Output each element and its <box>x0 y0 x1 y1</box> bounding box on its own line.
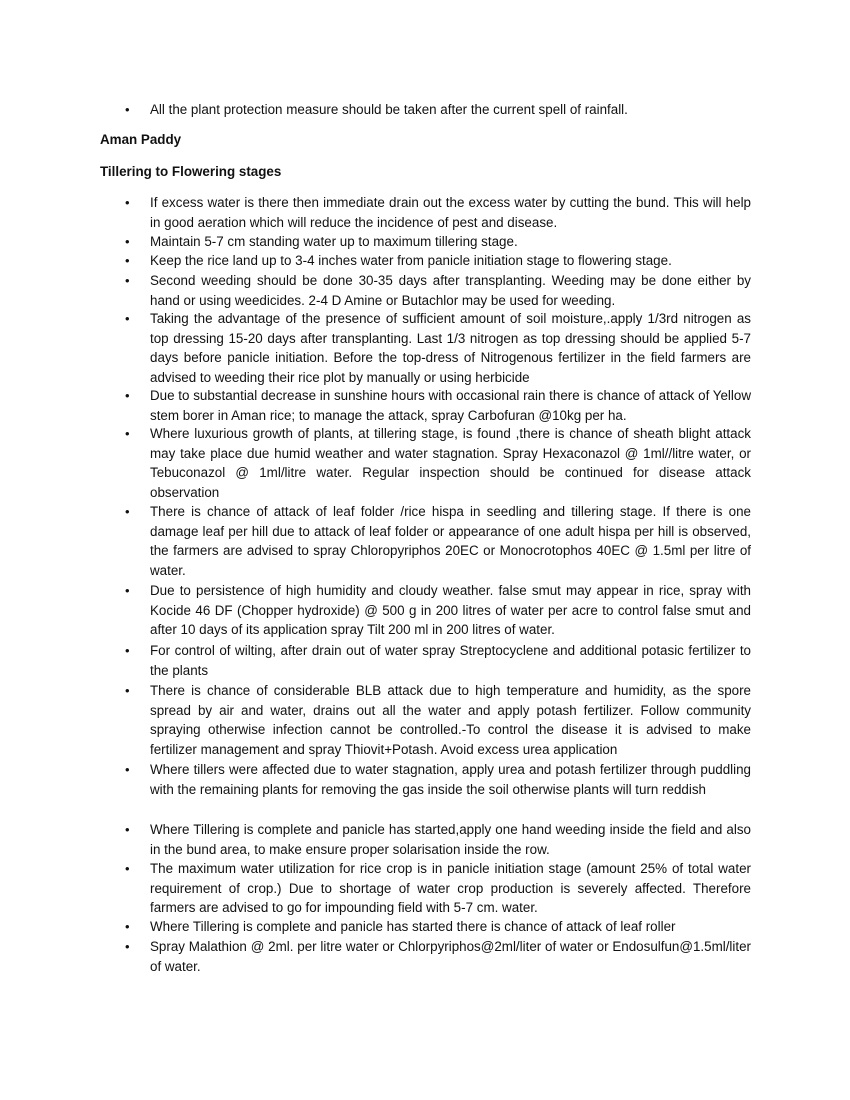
list-item: • Where Tillering is complete and panicle has started,apply one hand weeding inside the field and also in the bund area, to make ensure proper solarisation inside the row. <box>150 820 751 859</box>
list-item: • The maximum water utilization for rice crop is in panicle initiation stage (amount 25% of total water requirement of crop.) Due to shortage of water crop production is severely affected. Therefore farmers are advised to go for impounding field with 5-7 cm. water. <box>150 859 751 918</box>
list-item: • There is chance of attack of leaf folder /rice hispa in seedling and tillering stage. If there is one damage leaf per hill due to attack of leaf folder or appearance of one adult hispa per hill is observed, the farmers are advised to spray Chloropyriphos 20EC or Monocrotophos 40EC @ 1.5ml per litre of water. <box>150 502 751 580</box>
list-item: • Spray Malathion @ 2ml. per litre water or Chlorpyriphos@2ml/liter of water or Endosulfun@1.5ml/liter of water. <box>150 937 751 976</box>
list-item: • Second weeding should be done 30-35 days after transplanting. Weeding may be done either by hand or using weedicides. 2-4 D Amine or Butachlor may be used for weeding. <box>150 271 751 310</box>
list-item: • Where luxurious growth of plants, at tillering stage, is found ,there is chance of sheath blight attack may take place due humid weather and water stagnation. Spray Hexaconazol @ 1ml//litre water, or Tebuconazol @ 1ml/litre water. Regular inspection should be continued for disease attack observation <box>150 424 751 502</box>
list-item: • Keep the rice land up to 3-4 inches water from panicle initiation stage to flowering stage. <box>150 251 751 271</box>
list-item: • Where Tillering is complete and panicle has started there is chance of attack of leaf roller <box>150 917 751 937</box>
section-heading-crop: Aman Paddy <box>100 132 182 147</box>
section-heading-stage: Tillering to Flowering stages <box>100 164 282 179</box>
list-item: • Due to substantial decrease in sunshine hours with occasional rain there is chance of attack of Yellow stem borer in Aman rice; to manage the attack, spray Carbofuran @10kg per ha. <box>150 386 751 425</box>
list-item: • Maintain 5-7 cm standing water up to maximum tillering stage. <box>150 232 751 252</box>
list-item: • If excess water is there then immediate drain out the excess water by cutting the bund. This will help in good aeration which will reduce the incidence of pest and disease. <box>150 193 751 232</box>
list-item: • Taking the advantage of the presence of sufficient amount of soil moisture,.apply 1/3rd nitrogen as top dressing 15-20 days after transplanting. Last 1/3 nitrogen as top dressing should be applied 5-7 days before panicle initiation. Before the top-dress of Nitrogenous fertilizer in the field farmers are advised to weeding their rice plot by manually or using herbicide <box>150 309 751 387</box>
list-item: • Where tillers were affected due to water stagnation, apply urea and potash fertilizer through puddling with the remaining plants for removing the gas inside the soil otherwise plants will turn reddish <box>150 760 751 799</box>
list-item: • Due to persistence of high humidity and cloudy weather. false smut may appear in rice, spray with Kocide 46 DF (Chopper hydroxide) @ 500 g in 200 litres of water per acre to control false smut and after 10 days of its application spray Tilt 200 ml in 200 litres of water. <box>150 581 751 640</box>
list-item: • There is chance of considerable BLB attack due to high temperature and humidity, as the spore spread by air and water, drains out all the water and apply potash fertilizer. Follow community spraying otherwise infection cannot be controlled.-To control the disease it is advised to make fertilizer management and spray Thiovit+Potash. Avoid excess urea application <box>150 681 751 759</box>
list-item: • For control of wilting, after drain out of water spray Streptocyclene and additional potasic fertilizer to the plants <box>150 641 751 680</box>
list-item: • All the plant protection measure should be taken after the current spell of rainfall. <box>150 100 751 120</box>
